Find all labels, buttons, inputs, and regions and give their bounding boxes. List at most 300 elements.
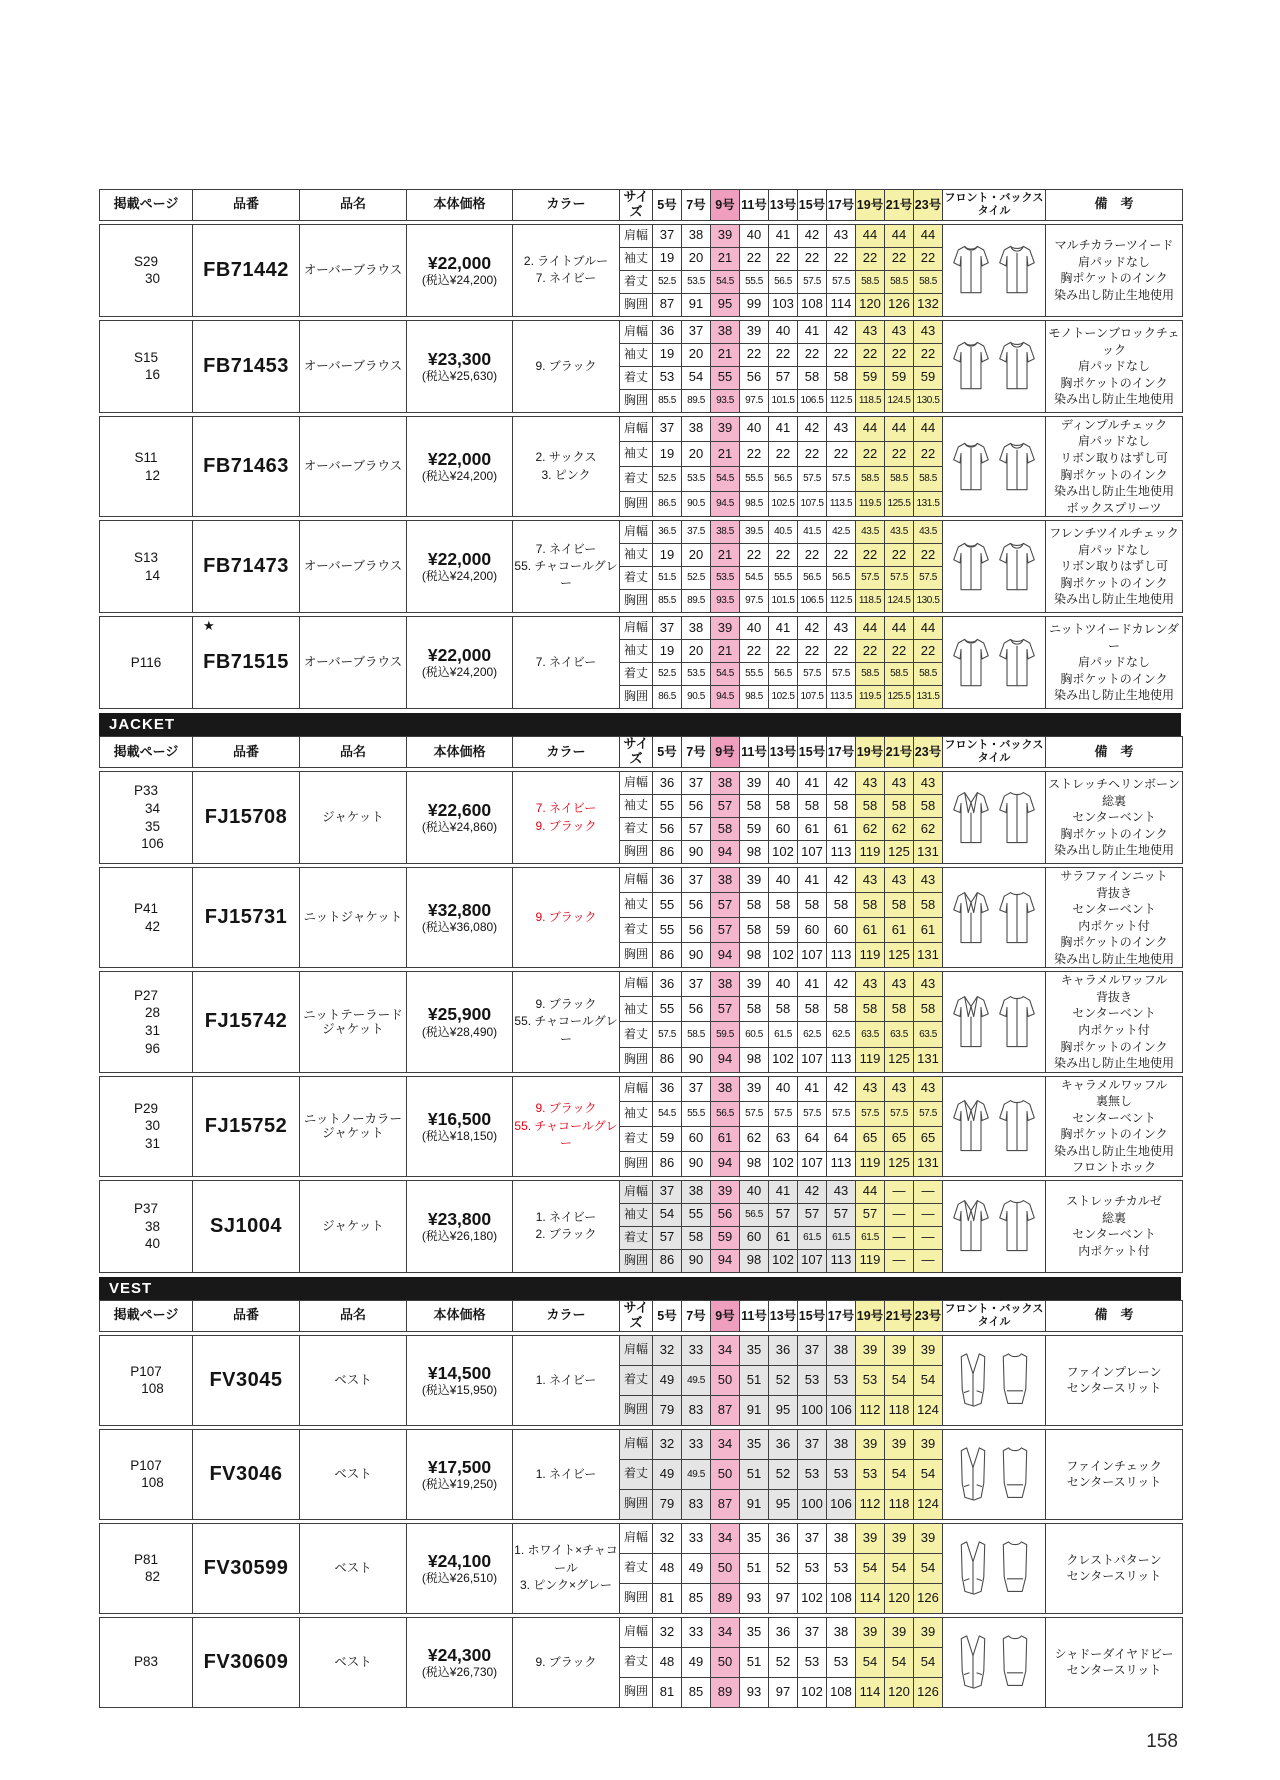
size-value-cell: 125 [885, 841, 914, 864]
price-tax-included: (税込¥26,180) [421, 1229, 498, 1244]
size-value-cell: 57.5 [914, 567, 943, 590]
note-line: センタースリット [1066, 1663, 1162, 1678]
product-pages [100, 1180, 193, 1272]
product-table-FB71442 [99, 224, 1183, 317]
size-value-cell: 22 [856, 544, 885, 567]
jacket-back-illustration-icon [997, 1196, 1037, 1256]
size-value-cell: 54 [682, 366, 711, 389]
size-value-cell: 22 [798, 343, 827, 366]
size-value-cell: 60 [827, 918, 856, 943]
garment-front-back-illustration [943, 241, 1045, 299]
product-page-ref: S13 [133, 550, 159, 566]
column-header-notes: 備 考 [1046, 737, 1183, 768]
product-page-ref: 31 [144, 1022, 161, 1038]
product-code [193, 972, 300, 1072]
size-value-cell: 57.5 [856, 1101, 885, 1126]
note-line: センタースリット [1066, 1569, 1162, 1584]
front-back-style-cell [943, 1180, 1046, 1272]
product-page-ref: S11 [134, 449, 158, 465]
size-value-cell: 93 [740, 1677, 769, 1707]
blouse-back-illustration-icon [997, 337, 1037, 395]
size-value-cell: 58.5 [856, 270, 885, 293]
color-option: 2. ブラック [535, 1227, 597, 1242]
section-header-jacket: JACKET [99, 713, 1181, 736]
color-option: 9. ブラック [535, 996, 597, 1011]
size-value-cell: 86 [653, 943, 682, 968]
size-value-cell: 89 [711, 1677, 740, 1707]
size-value-cell: 55.5 [740, 663, 769, 686]
size-value-cell: 56.5 [798, 567, 827, 590]
vest-front-illustration-icon [955, 1349, 991, 1411]
column-header-size: サイズ [620, 190, 653, 221]
product-name [300, 1335, 407, 1425]
product-page-ref: P81 [133, 1551, 159, 1567]
size-value-cell: 43 [827, 224, 856, 247]
front-back-style-cell [943, 1429, 1046, 1519]
size-value-cell: 36 [769, 1335, 798, 1365]
product-page-ref: P41 [133, 901, 159, 917]
column-header-table [99, 1300, 1183, 1332]
note-line: 胸ポケットのインク [1060, 1127, 1168, 1142]
measurement-label: 肩幅 [620, 521, 653, 544]
price-amount: ¥22,600 [427, 800, 492, 821]
size-value-cell: 58.5 [885, 270, 914, 293]
product-page-ref: 108 [141, 1381, 164, 1397]
garment-front-back-illustration [943, 1196, 1045, 1256]
product-page-ref: 40 [144, 1236, 161, 1252]
size-value-cell: 131 [914, 1151, 943, 1176]
size-value-cell: 37 [682, 972, 711, 997]
size-value-cell: 81 [653, 1677, 682, 1707]
size-value-cell: 54.5 [711, 663, 740, 686]
size-value-cell: 85 [682, 1677, 711, 1707]
size-value-cell: 43 [885, 320, 914, 343]
product-price [407, 1523, 513, 1613]
size-value-cell: 22 [914, 544, 943, 567]
product-page-ref: P116 [130, 654, 162, 670]
size-value-cell: 58 [740, 997, 769, 1022]
size-value-cell: 57 [769, 1203, 798, 1226]
product-name-line: ジャケット [322, 1219, 384, 1234]
size-value-cell: 102 [798, 1583, 827, 1613]
vest-back-illustration-icon [997, 1631, 1033, 1693]
size-value-cell: 97 [769, 1677, 798, 1707]
measurement-label: 袖丈 [620, 1101, 653, 1126]
front-back-style-cell [943, 224, 1046, 316]
size-value-cell: 62.5 [798, 1022, 827, 1047]
size-value-cell: 35 [740, 1429, 769, 1459]
size-value-cell: 58.5 [914, 663, 943, 686]
blouse-back-illustration-icon [997, 538, 1037, 596]
garment-front-back-illustration [943, 337, 1045, 395]
size-value-cell: 56.5 [711, 1101, 740, 1126]
size-value-cell: 106.5 [798, 590, 827, 613]
price-amount: ¥22,000 [427, 252, 492, 273]
column-header-size-21号: 21号 [885, 190, 914, 221]
measurement-label: 肩幅 [620, 972, 653, 997]
product-pages [100, 1335, 193, 1425]
size-value-cell: 38 [711, 1076, 740, 1101]
product-code-text: FJ15742 [204, 1010, 288, 1033]
product-page-ref: 28 [144, 1005, 161, 1021]
product-code-text: FV3046 [209, 1462, 283, 1485]
size-value-cell: 43 [856, 772, 885, 795]
size-value-cell: 107 [798, 943, 827, 968]
size-value-cell: 63 [769, 1126, 798, 1151]
size-value-cell: 41 [769, 617, 798, 640]
size-value-cell: 58 [914, 893, 943, 918]
column-header-table [99, 189, 1183, 221]
size-value-cell: 65 [914, 1126, 943, 1151]
size-value-cell: 55 [653, 997, 682, 1022]
size-value-cell: 83 [682, 1395, 711, 1425]
size-value-cell: 36.5 [653, 521, 682, 544]
size-value-cell: 57 [711, 997, 740, 1022]
size-value-cell: 108 [827, 1583, 856, 1613]
size-value-cell: 86.5 [653, 686, 682, 709]
size-value-cell: 58 [798, 997, 827, 1022]
product-code-text: FJ15731 [204, 906, 288, 929]
size-value-cell: 43 [827, 617, 856, 640]
jacket-front-illustration-icon [951, 788, 991, 848]
column-header-row [100, 1300, 1183, 1331]
measurement-label: 肩幅 [620, 1617, 653, 1647]
size-value-cell: 58.5 [914, 467, 943, 492]
product-name [300, 416, 407, 516]
size-value-cell: 119 [856, 1249, 885, 1272]
size-value-cell: 37 [653, 416, 682, 441]
size-value-cell: 61 [914, 918, 943, 943]
size-value-cell: 57.5 [798, 663, 827, 686]
measurement-label: 袖丈 [620, 795, 653, 818]
size-value-cell: 52 [769, 1647, 798, 1677]
size-value-cell: 59 [711, 1226, 740, 1249]
size-value-cell: 59 [740, 818, 769, 841]
jacket-front-illustration-icon [951, 1096, 991, 1156]
column-header-notes: 備 考 [1046, 190, 1183, 221]
size-value-cell: 60 [740, 1226, 769, 1249]
price-amount: ¥24,300 [427, 1644, 492, 1665]
product-table-FV30599 [99, 1523, 1183, 1614]
column-header-row [100, 737, 1183, 768]
product-notes [1046, 972, 1183, 1072]
note-line: 染み出し防止生地使用 [1053, 951, 1174, 966]
vest-back-illustration-icon [997, 1537, 1033, 1599]
size-value-cell: — [914, 1180, 943, 1203]
size-value-cell: 37 [798, 1429, 827, 1459]
size-value-cell: 43 [914, 972, 943, 997]
size-value-cell: 39 [740, 1076, 769, 1101]
size-value-cell: 22 [885, 441, 914, 466]
size-value-cell: 42 [827, 320, 856, 343]
size-value-cell: 59 [653, 1126, 682, 1151]
size-value-cell: 32 [653, 1429, 682, 1459]
size-value-cell: 102 [769, 1151, 798, 1176]
column-header-page: 掲載ページ [100, 1300, 193, 1331]
size-value-cell: 53 [827, 1553, 856, 1583]
product-name [300, 1429, 407, 1519]
size-value-cell: 90 [682, 1249, 711, 1272]
size-value-cell: 44 [856, 1180, 885, 1203]
product-color-options [513, 1076, 620, 1176]
blouse-front-illustration-icon [951, 538, 991, 596]
product-name-line: ジャケット [322, 1021, 384, 1036]
size-value-cell: 39 [914, 1429, 943, 1459]
size-value-cell: 57 [682, 818, 711, 841]
product-page-ref: 14 [144, 567, 161, 583]
size-value-cell: 113 [827, 1151, 856, 1176]
size-value-cell: 112 [856, 1395, 885, 1425]
size-value-cell: 120 [856, 293, 885, 316]
note-line: 裏無し [1095, 1094, 1132, 1109]
size-value-cell: 58 [885, 997, 914, 1022]
size-value-cell: 40 [740, 224, 769, 247]
price-tax-included: (税込¥24,200) [421, 469, 498, 484]
size-value-cell: 21 [711, 544, 740, 567]
size-value-cell: 63.5 [856, 1022, 885, 1047]
size-value-cell: 94 [711, 1047, 740, 1072]
size-value-cell: 21 [711, 640, 740, 663]
size-value-cell: 53 [653, 366, 682, 389]
size-value-cell: 22 [769, 544, 798, 567]
note-line: モノトーンブロックチェック [1048, 326, 1180, 357]
product-table-FB71463 [99, 416, 1183, 517]
product-table-SJ1004 [99, 1180, 1183, 1273]
size-value-cell: 22 [856, 640, 885, 663]
measurement-label: 着丈 [620, 1459, 653, 1489]
size-value-cell: 33 [682, 1429, 711, 1459]
size-value-cell: 55.5 [740, 467, 769, 492]
size-value-cell: 49 [682, 1553, 711, 1583]
size-value-cell: 57.5 [827, 270, 856, 293]
color-option: 55. チャコールグレー [514, 558, 618, 591]
size-value-cell: 62 [914, 818, 943, 841]
product-table-FB71515 [99, 616, 1183, 709]
size-value-cell: 58 [798, 366, 827, 389]
garment-front-back-illustration [943, 1096, 1045, 1156]
size-value-cell: 39 [740, 868, 769, 893]
size-value-cell: 113 [827, 841, 856, 864]
column-header-size-13号: 13号 [769, 190, 798, 221]
product-price [407, 1335, 513, 1425]
product-name-line: ジャケット [322, 810, 384, 825]
product-notes [1046, 868, 1183, 968]
column-header-name: 品名 [300, 190, 407, 221]
size-value-cell: 58 [885, 893, 914, 918]
size-value-cell: 41 [769, 416, 798, 441]
product-code-text: FJ15708 [204, 806, 288, 829]
product-page-ref: P107 [130, 1363, 162, 1379]
size-value-cell: 55 [653, 918, 682, 943]
column-header-notes: 備 考 [1046, 1300, 1183, 1331]
size-value-cell: 40 [740, 1180, 769, 1203]
size-value-cell: 22 [885, 544, 914, 567]
product-name [300, 1076, 407, 1176]
measurement-label: 胸囲 [620, 1489, 653, 1519]
column-header-color: カラー [513, 737, 620, 768]
measurement-label: 肩幅 [620, 1429, 653, 1459]
size-value-cell: 90 [682, 943, 711, 968]
column-header-code: 品番 [193, 737, 300, 768]
size-value-cell: 57.5 [885, 1101, 914, 1126]
size-value-cell: 61 [769, 1226, 798, 1249]
size-value-cell: 60 [769, 818, 798, 841]
jacket-back-illustration-icon [997, 888, 1037, 948]
note-line: 胸ポケットのインク [1060, 575, 1168, 590]
blouse-front-illustration-icon [951, 634, 991, 692]
size-value-cell: 57 [798, 1203, 827, 1226]
column-header-size-11号: 11号 [740, 737, 769, 768]
column-header-size-13号: 13号 [769, 737, 798, 768]
size-value-cell: 50 [711, 1365, 740, 1395]
size-value-cell: 97 [769, 1583, 798, 1613]
blouse-front-illustration-icon [951, 241, 991, 299]
size-value-cell: 90.5 [682, 492, 711, 517]
size-value-cell: 50 [711, 1459, 740, 1489]
size-value-cell: 97.5 [740, 389, 769, 412]
size-value-cell: 57.5 [914, 1101, 943, 1126]
size-value-cell: 40 [740, 416, 769, 441]
size-value-cell: 91 [740, 1395, 769, 1425]
size-value-cell: 54 [653, 1203, 682, 1226]
size-value-cell: 42 [798, 1180, 827, 1203]
size-value-cell: 58 [711, 818, 740, 841]
measurement-row [100, 1180, 1183, 1203]
size-value-cell: 107 [798, 841, 827, 864]
color-option: 9. ブラック [535, 818, 597, 833]
product-color-options [513, 1335, 620, 1425]
product-code-text: FJ15752 [204, 1114, 288, 1137]
column-header-price: 本体価格 [407, 737, 513, 768]
size-value-cell: 49 [653, 1365, 682, 1395]
product-code [193, 1180, 300, 1272]
size-value-cell: 58.5 [914, 270, 943, 293]
color-option: 9. ブラック [535, 1101, 597, 1116]
product-color-options [513, 1180, 620, 1272]
size-value-cell: 32 [653, 1335, 682, 1365]
size-value-cell: 61.5 [769, 1022, 798, 1047]
size-value-cell: 40 [769, 972, 798, 997]
measurement-row [100, 1617, 1183, 1647]
size-value-cell: 42 [827, 772, 856, 795]
size-value-cell: 98 [740, 1151, 769, 1176]
product-price [407, 617, 513, 709]
product-notes [1046, 521, 1183, 613]
product-code-text: FB71463 [203, 455, 289, 478]
note-line: シャドーダイヤドビー [1054, 1646, 1174, 1661]
size-value-cell: 39 [711, 224, 740, 247]
color-option: 7. ネイビー [535, 801, 597, 816]
column-header-front-back-style: フロント・バックスタイル [943, 190, 1046, 221]
blouse-back-illustration-icon [997, 241, 1037, 299]
size-value-cell: 89.5 [682, 590, 711, 613]
size-value-cell: 43.5 [856, 521, 885, 544]
product-name-line: ニットジャケット [303, 910, 403, 925]
size-value-cell: 58 [798, 795, 827, 818]
size-value-cell: 39 [711, 416, 740, 441]
column-header-size-23号: 23号 [914, 1300, 943, 1331]
note-line: ニットツイードカレンダー [1049, 622, 1179, 653]
note-line: ストレッチカルゼ [1066, 1194, 1162, 1209]
measurement-row [100, 1523, 1183, 1553]
size-value-cell: 87 [653, 293, 682, 316]
size-value-cell: 36 [653, 320, 682, 343]
size-value-cell: 56 [682, 795, 711, 818]
note-line: 肩パッドなし [1077, 359, 1150, 374]
size-value-cell: 53 [827, 1459, 856, 1489]
size-value-cell: 53 [827, 1365, 856, 1395]
size-value-cell: 19 [653, 441, 682, 466]
price-amount: ¥22,000 [427, 645, 492, 666]
front-back-style-cell [943, 772, 1046, 864]
vest-back-illustration-icon [997, 1349, 1033, 1411]
product-name [300, 617, 407, 709]
product-price [407, 1617, 513, 1707]
size-value-cell: 56.5 [769, 467, 798, 492]
note-line: センターベント [1072, 810, 1156, 825]
column-header-size-19号: 19号 [856, 737, 885, 768]
measurement-label: 着丈 [620, 467, 653, 492]
size-value-cell: — [885, 1249, 914, 1272]
price-tax-included: (税込¥26,730) [421, 1664, 498, 1679]
size-value-cell: 43.5 [885, 521, 914, 544]
size-value-cell: 59.5 [711, 1022, 740, 1047]
size-value-cell: 107 [798, 1151, 827, 1176]
product-name-line: オーバーブラウス [303, 359, 403, 374]
product-notes [1046, 224, 1183, 316]
size-value-cell: 43 [827, 1180, 856, 1203]
price-amount: ¥16,500 [427, 1108, 492, 1129]
size-value-cell: 20 [682, 343, 711, 366]
size-value-cell: 58 [827, 893, 856, 918]
size-value-cell: 39 [856, 1429, 885, 1459]
product-code-text: FB71453 [203, 354, 289, 377]
product-pages [100, 868, 193, 968]
size-value-cell: 22 [798, 544, 827, 567]
size-value-cell: 44 [856, 224, 885, 247]
size-value-cell: 54 [885, 1459, 914, 1489]
measurement-label: 着丈 [620, 1553, 653, 1583]
column-header-code: 品番 [193, 190, 300, 221]
size-value-cell: 21 [711, 441, 740, 466]
size-value-cell: 54.5 [711, 467, 740, 492]
product-color-options [513, 772, 620, 864]
note-line: 胸ポケットのインク [1060, 826, 1168, 841]
column-header-size: サイズ [620, 1300, 653, 1331]
size-value-cell: 55 [653, 795, 682, 818]
column-header-name: 品名 [300, 1300, 407, 1331]
price-amount: ¥25,900 [427, 1004, 492, 1025]
size-value-cell: 48 [653, 1553, 682, 1583]
product-table-FV3046 [99, 1429, 1183, 1520]
size-value-cell: 120 [885, 1583, 914, 1613]
size-value-cell: 87 [711, 1489, 740, 1519]
product-price [407, 521, 513, 613]
note-line: 染み出し防止生地使用 [1053, 592, 1174, 607]
product-name [300, 1523, 407, 1613]
size-value-cell: 126 [914, 1677, 943, 1707]
size-value-cell: 56 [682, 997, 711, 1022]
garment-front-back-illustration [943, 992, 1045, 1052]
size-value-cell: 126 [885, 293, 914, 316]
product-name-line: ベスト [334, 1655, 372, 1670]
size-value-cell: 39 [711, 1180, 740, 1203]
measurement-label: 胸囲 [620, 1677, 653, 1707]
note-line: センターベント [1072, 1006, 1156, 1021]
column-header-table [99, 736, 1183, 768]
column-header-size-9号: 9号 [711, 190, 740, 221]
size-value-cell: 85.5 [653, 590, 682, 613]
